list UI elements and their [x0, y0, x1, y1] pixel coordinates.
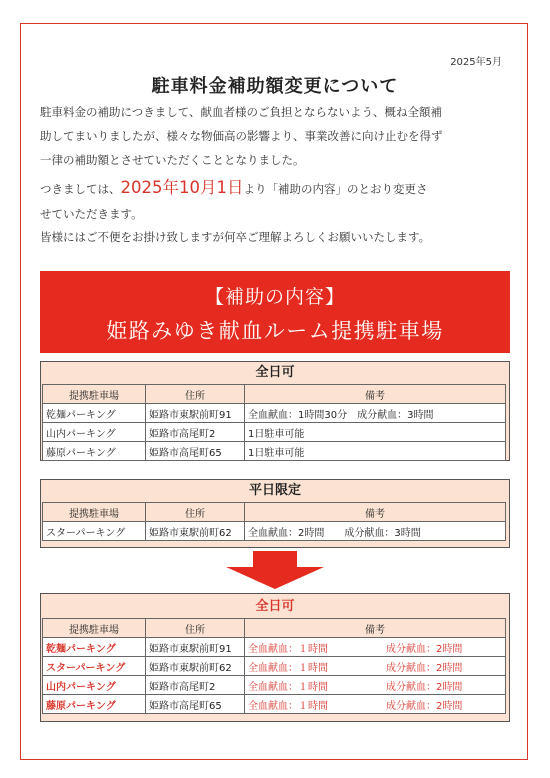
apology-paragraph: 皆様にはご不便をお掛け致しますが何卒ご理解よろしくお願いいたします。 — [40, 230, 431, 244]
parking-name: スターパーキング — [43, 657, 146, 676]
banner-subheading: 姫路みゆき献血ルーム提携駐車場 — [106, 319, 444, 343]
table-row — [43, 657, 506, 676]
subsidy-banner — [40, 271, 510, 353]
parking-address: 姫路市東駅前町91 — [146, 404, 245, 423]
document-title: 駐車料金補助額変更について — [151, 76, 399, 97]
parking-name: 藤原パーキング — [43, 442, 146, 461]
document-date: 2025年5月 — [450, 57, 502, 68]
change-date: 2025年10月1日 — [120, 178, 244, 197]
parking-note — [245, 676, 506, 695]
intro-paragraph — [40, 100, 510, 172]
intro-line-3: 一律の補助額とさせていただくこととなりました。 — [40, 153, 305, 167]
parking-address: 姫路市東駅前町91 — [146, 638, 245, 657]
whole-blood-time: 全血献血：１時間 — [248, 662, 328, 674]
new-all-days-table — [42, 618, 506, 714]
table-row — [43, 695, 506, 714]
section-title: 全日可 — [255, 599, 295, 614]
parking-note — [245, 657, 506, 676]
change-line-2: せていただきます。 — [40, 207, 143, 221]
column-header-parking: 提携駐車場 — [43, 619, 146, 638]
table-header-row — [43, 385, 506, 404]
component-time: 成分献血：2時間 — [386, 662, 463, 674]
column-header-address: 住所 — [146, 619, 245, 638]
parking-note — [245, 638, 506, 657]
parking-address: 姫路市高尾町65 — [146, 695, 245, 714]
parking-address: 姫路市高尾町65 — [146, 442, 245, 461]
table-header-row — [43, 503, 506, 522]
table-row — [43, 638, 506, 657]
change-paragraph — [40, 175, 510, 227]
current-all-days-table — [42, 384, 506, 461]
parking-name: 乾麺パーキング — [43, 638, 146, 657]
section-title: 全日可 — [255, 365, 295, 380]
column-header-parking: 提携駐車場 — [43, 385, 146, 404]
new-all-days-section — [40, 593, 510, 722]
intro-line-2: 助してまいりましたが、様々な物価高の影響より、事業改善に向け止むを得ず — [40, 129, 443, 143]
parking-note: 1日駐車可能 — [245, 423, 506, 442]
parking-note: 1日駐車可能 — [245, 442, 506, 461]
parking-name: 山内パーキング — [43, 423, 146, 442]
table-row — [43, 442, 506, 461]
current-weekdays-section — [40, 479, 510, 548]
parking-note — [245, 695, 506, 714]
banner-heading: 【補助の内容】 — [204, 286, 345, 308]
table-row — [43, 522, 506, 541]
parking-name: 山内パーキング — [43, 676, 146, 695]
parking-name: スターパーキング — [43, 522, 146, 541]
parking-note: 全血献血：2時間 成分献血：3時間 — [245, 522, 506, 541]
component-time: 成分献血：2時間 — [386, 643, 463, 655]
table-header-row — [43, 619, 506, 638]
parking-name: 乾麺パーキング — [43, 404, 146, 423]
column-header-notes: 備考 — [245, 385, 506, 404]
arrow-down-icon — [226, 551, 324, 589]
table-row — [43, 423, 506, 442]
whole-blood-time: 全血献血：１時間 — [248, 681, 328, 693]
intro-line-1: 駐車料金の補助につきまして、献血者様のご負担とならないよう、概ね全額補 — [40, 105, 443, 119]
table-row — [43, 676, 506, 695]
section-title: 平日限定 — [248, 483, 301, 498]
change-prefix: つきましては、 — [40, 182, 121, 196]
parking-name: 藤原パーキング — [43, 695, 146, 714]
current-all-days-section — [40, 361, 510, 461]
parking-address: 姫路市高尾町2 — [146, 423, 245, 442]
component-time: 成分献血：2時間 — [386, 700, 463, 712]
change-line-1 — [40, 175, 510, 202]
change-suffix: より「補助の内容」のとおり変更さ — [243, 182, 428, 196]
parking-note: 全血献血：1時間30分 成分献血：3時間 — [245, 404, 506, 423]
component-time: 成分献血：2時間 — [386, 681, 463, 693]
parking-address: 姫路市東駅前町62 — [146, 522, 245, 541]
table-row — [43, 404, 506, 423]
column-header-address: 住所 — [146, 385, 245, 404]
parking-address: 姫路市東駅前町62 — [146, 657, 245, 676]
current-weekdays-table — [42, 502, 506, 541]
column-header-notes: 備考 — [245, 619, 506, 638]
column-header-notes: 備考 — [245, 503, 506, 522]
column-header-parking: 提携駐車場 — [43, 503, 146, 522]
parking-address: 姫路市高尾町2 — [146, 676, 245, 695]
whole-blood-time: 全血献血：１時間 — [248, 643, 328, 655]
whole-blood-time: 全血献血：１時間 — [248, 700, 328, 712]
column-header-address: 住所 — [146, 503, 245, 522]
